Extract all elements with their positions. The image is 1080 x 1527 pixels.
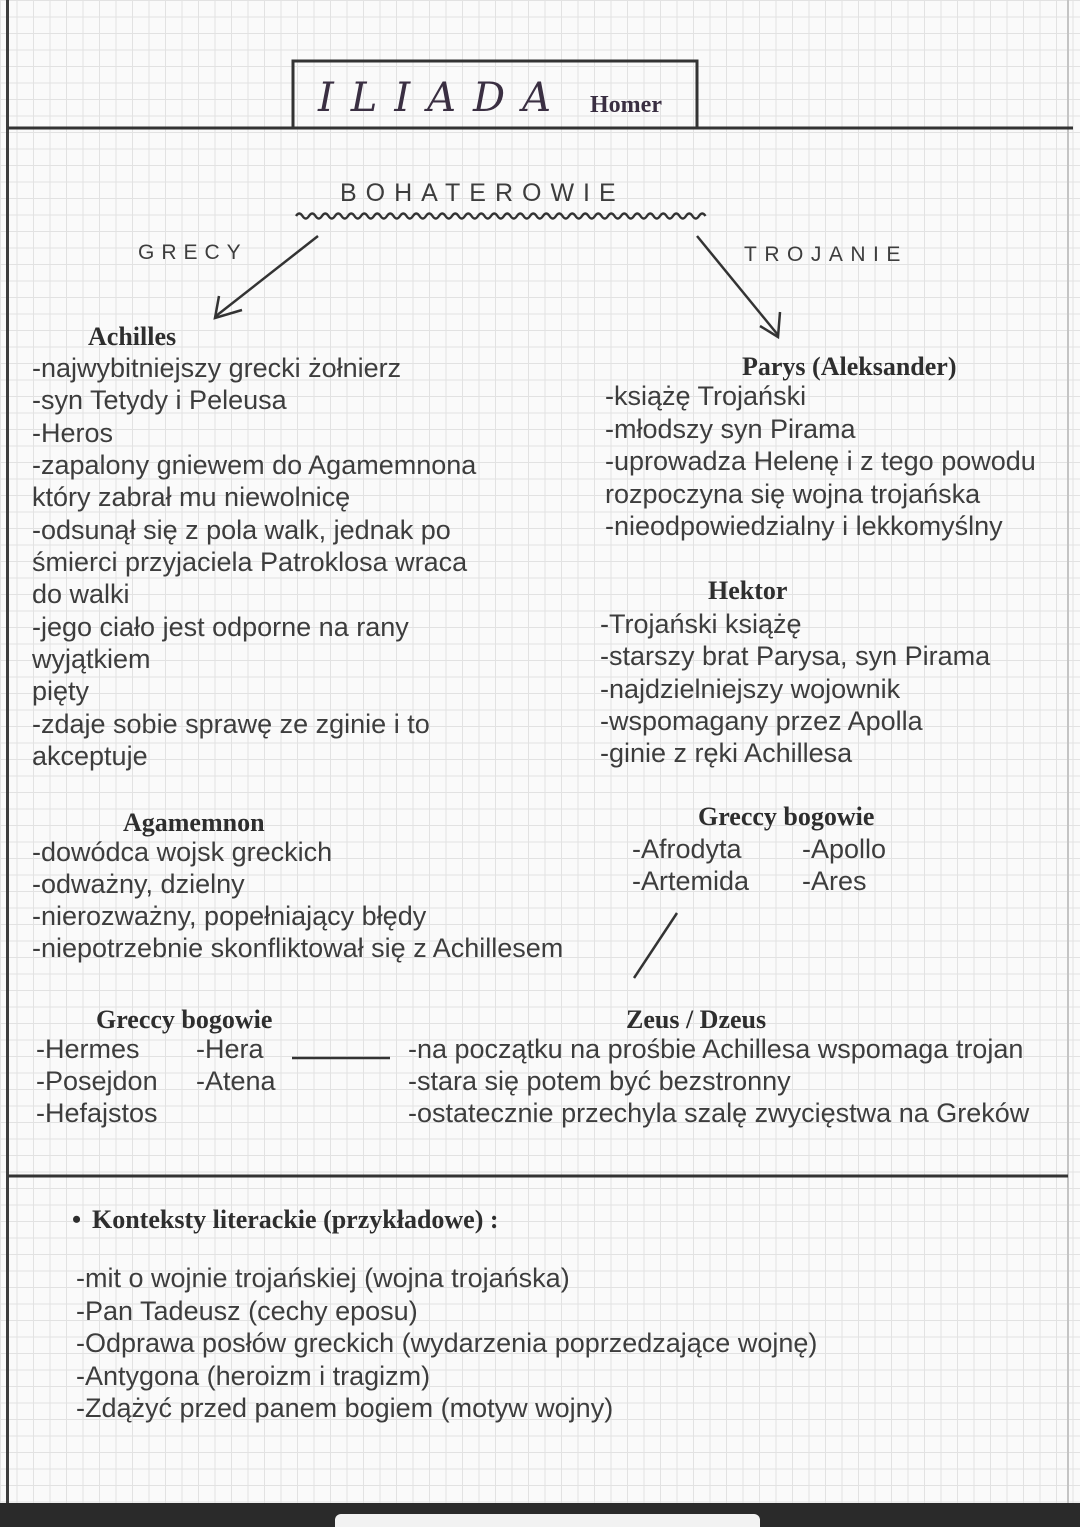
paris-line: -uprowadza Helenę i z tego powodu: [605, 446, 1036, 476]
agamemnon-line: -nierozważny, popełniający błędy: [32, 901, 427, 931]
paris-line: -książę Trojański: [605, 381, 807, 411]
greeks-label: GRECY: [138, 241, 248, 264]
zeus-line: -stara się potem być bezstronny: [408, 1066, 791, 1096]
contexts-heading: Konteksty literackie (przykładowe) :: [92, 1205, 499, 1234]
achilles-line: śmierci przyjaciela Patroklosa wraca: [32, 546, 468, 577]
achilles-line: wyjątkiem: [32, 643, 151, 674]
hector-line: -starszy brat Parysa, syn Pirama: [600, 641, 991, 672]
agamemnon-line: -dowódca wojsk greckich: [32, 837, 333, 867]
achilles-line: pięty: [32, 676, 90, 707]
achilles-line: -Heros: [32, 417, 114, 448]
trojan-side-gods-col2: [802, 833, 886, 897]
context-item: -mit o wojnie trojańskiej (wojna trojańska): [76, 1263, 570, 1293]
bottom-edge-tab: [335, 1514, 760, 1527]
greek-side-gods-col2: [196, 1033, 276, 1097]
hector-line: -Trojański książę: [600, 609, 802, 639]
achilles-line: który zabrał mu niewolnicę: [32, 482, 351, 513]
god-name: -Artemida: [632, 866, 750, 896]
achilles-line: akceptuje: [32, 740, 148, 771]
agamemnon-line: -niepotrzebnie skonfliktował się z Achillesem: [32, 933, 564, 963]
trojans-label: TROJANIE: [744, 243, 908, 266]
god-name: -Hera: [196, 1034, 264, 1064]
zeus-line: -ostatecznie przechyla szalę zwycięstwa na Greków: [408, 1098, 1030, 1128]
achilles-line: -zdaje sobie sprawę ze zginie i to: [32, 708, 430, 739]
hector-heading: Hektor: [708, 576, 788, 605]
trojan-side-gods-col1: [632, 833, 749, 897]
heroes-heading: BOHATEROWIE: [340, 179, 625, 207]
paris-description: [605, 380, 1036, 543]
title-author: Homer: [590, 92, 662, 118]
heading-wavy-underline: [296, 214, 706, 219]
agamemnon-description: [32, 836, 563, 964]
god-name: -Afrodyta: [632, 834, 742, 864]
gods-to-zeus-slash: [634, 913, 677, 978]
hector-line: -wspomagany przez Apolla: [600, 705, 923, 736]
trojan-side-gods-heading: Greccy bogowie: [698, 802, 875, 831]
god-name: -Ares: [802, 866, 867, 896]
zeus-heading: Zeus / Dzeus: [626, 1005, 767, 1034]
god-name: -Hefajstos: [36, 1098, 158, 1128]
greek-side-gods-heading: Greccy bogowie: [96, 1005, 273, 1034]
paris-heading: Parys (Aleksander): [742, 352, 957, 381]
context-item: -Zdążyć przed panem bogiem (motyw wojny): [76, 1393, 614, 1423]
hector-line: -najdzielniejszy wojownik: [600, 673, 901, 704]
agamemnon-line: -odważny, dzielny: [32, 869, 245, 899]
hector-description: [600, 608, 990, 769]
achilles-description: [32, 352, 476, 772]
achilles-heading: Achilles: [88, 322, 177, 351]
achilles-line: -syn Tetydy i Peleusa: [32, 385, 287, 416]
context-item: -Pan Tadeusz (cechy eposu): [76, 1295, 418, 1326]
achilles-line: -odsunął się z pola walk, jednak po: [32, 514, 451, 545]
agamemnon-heading: Agamemnon: [123, 808, 265, 837]
contexts-list: [76, 1262, 817, 1425]
contexts-bullet: •: [72, 1205, 82, 1234]
god-name: -Apollo: [802, 834, 887, 864]
paris-line: -młodszy syn Pirama: [605, 413, 856, 444]
context-item: -Antygona (heroizm i tragizm): [76, 1360, 431, 1391]
context-item: -Odprawa posłów greckich (wydarzenia poprzedzające wojnę): [76, 1328, 818, 1358]
greek-side-gods-col1: [36, 1033, 158, 1129]
achilles-line: do walki: [32, 579, 130, 610]
paris-line: rozpoczyna się wojna trojańska: [605, 478, 981, 509]
achilles-line: -zapalony gniewem do Agamemnona: [32, 449, 477, 480]
achilles-line: -jego ciało jest odporne na rany: [32, 611, 409, 642]
god-name: -Atena: [196, 1066, 276, 1096]
paris-line: -nieodpowiedzialny i lekkomyślny: [605, 511, 1003, 541]
god-name: -Posejdon: [36, 1066, 158, 1096]
title-iliada: ILIADA: [318, 75, 569, 121]
zeus-line: -na początku na prośbie Achillesa wspomaga trojan: [408, 1034, 1024, 1064]
zeus-description: [408, 1033, 1029, 1129]
achilles-line: -najwybitniejszy grecki żołnierz: [32, 353, 402, 383]
hector-line: -ginie z ręki Achillesa: [600, 738, 853, 768]
god-name: -Hermes: [36, 1034, 140, 1064]
